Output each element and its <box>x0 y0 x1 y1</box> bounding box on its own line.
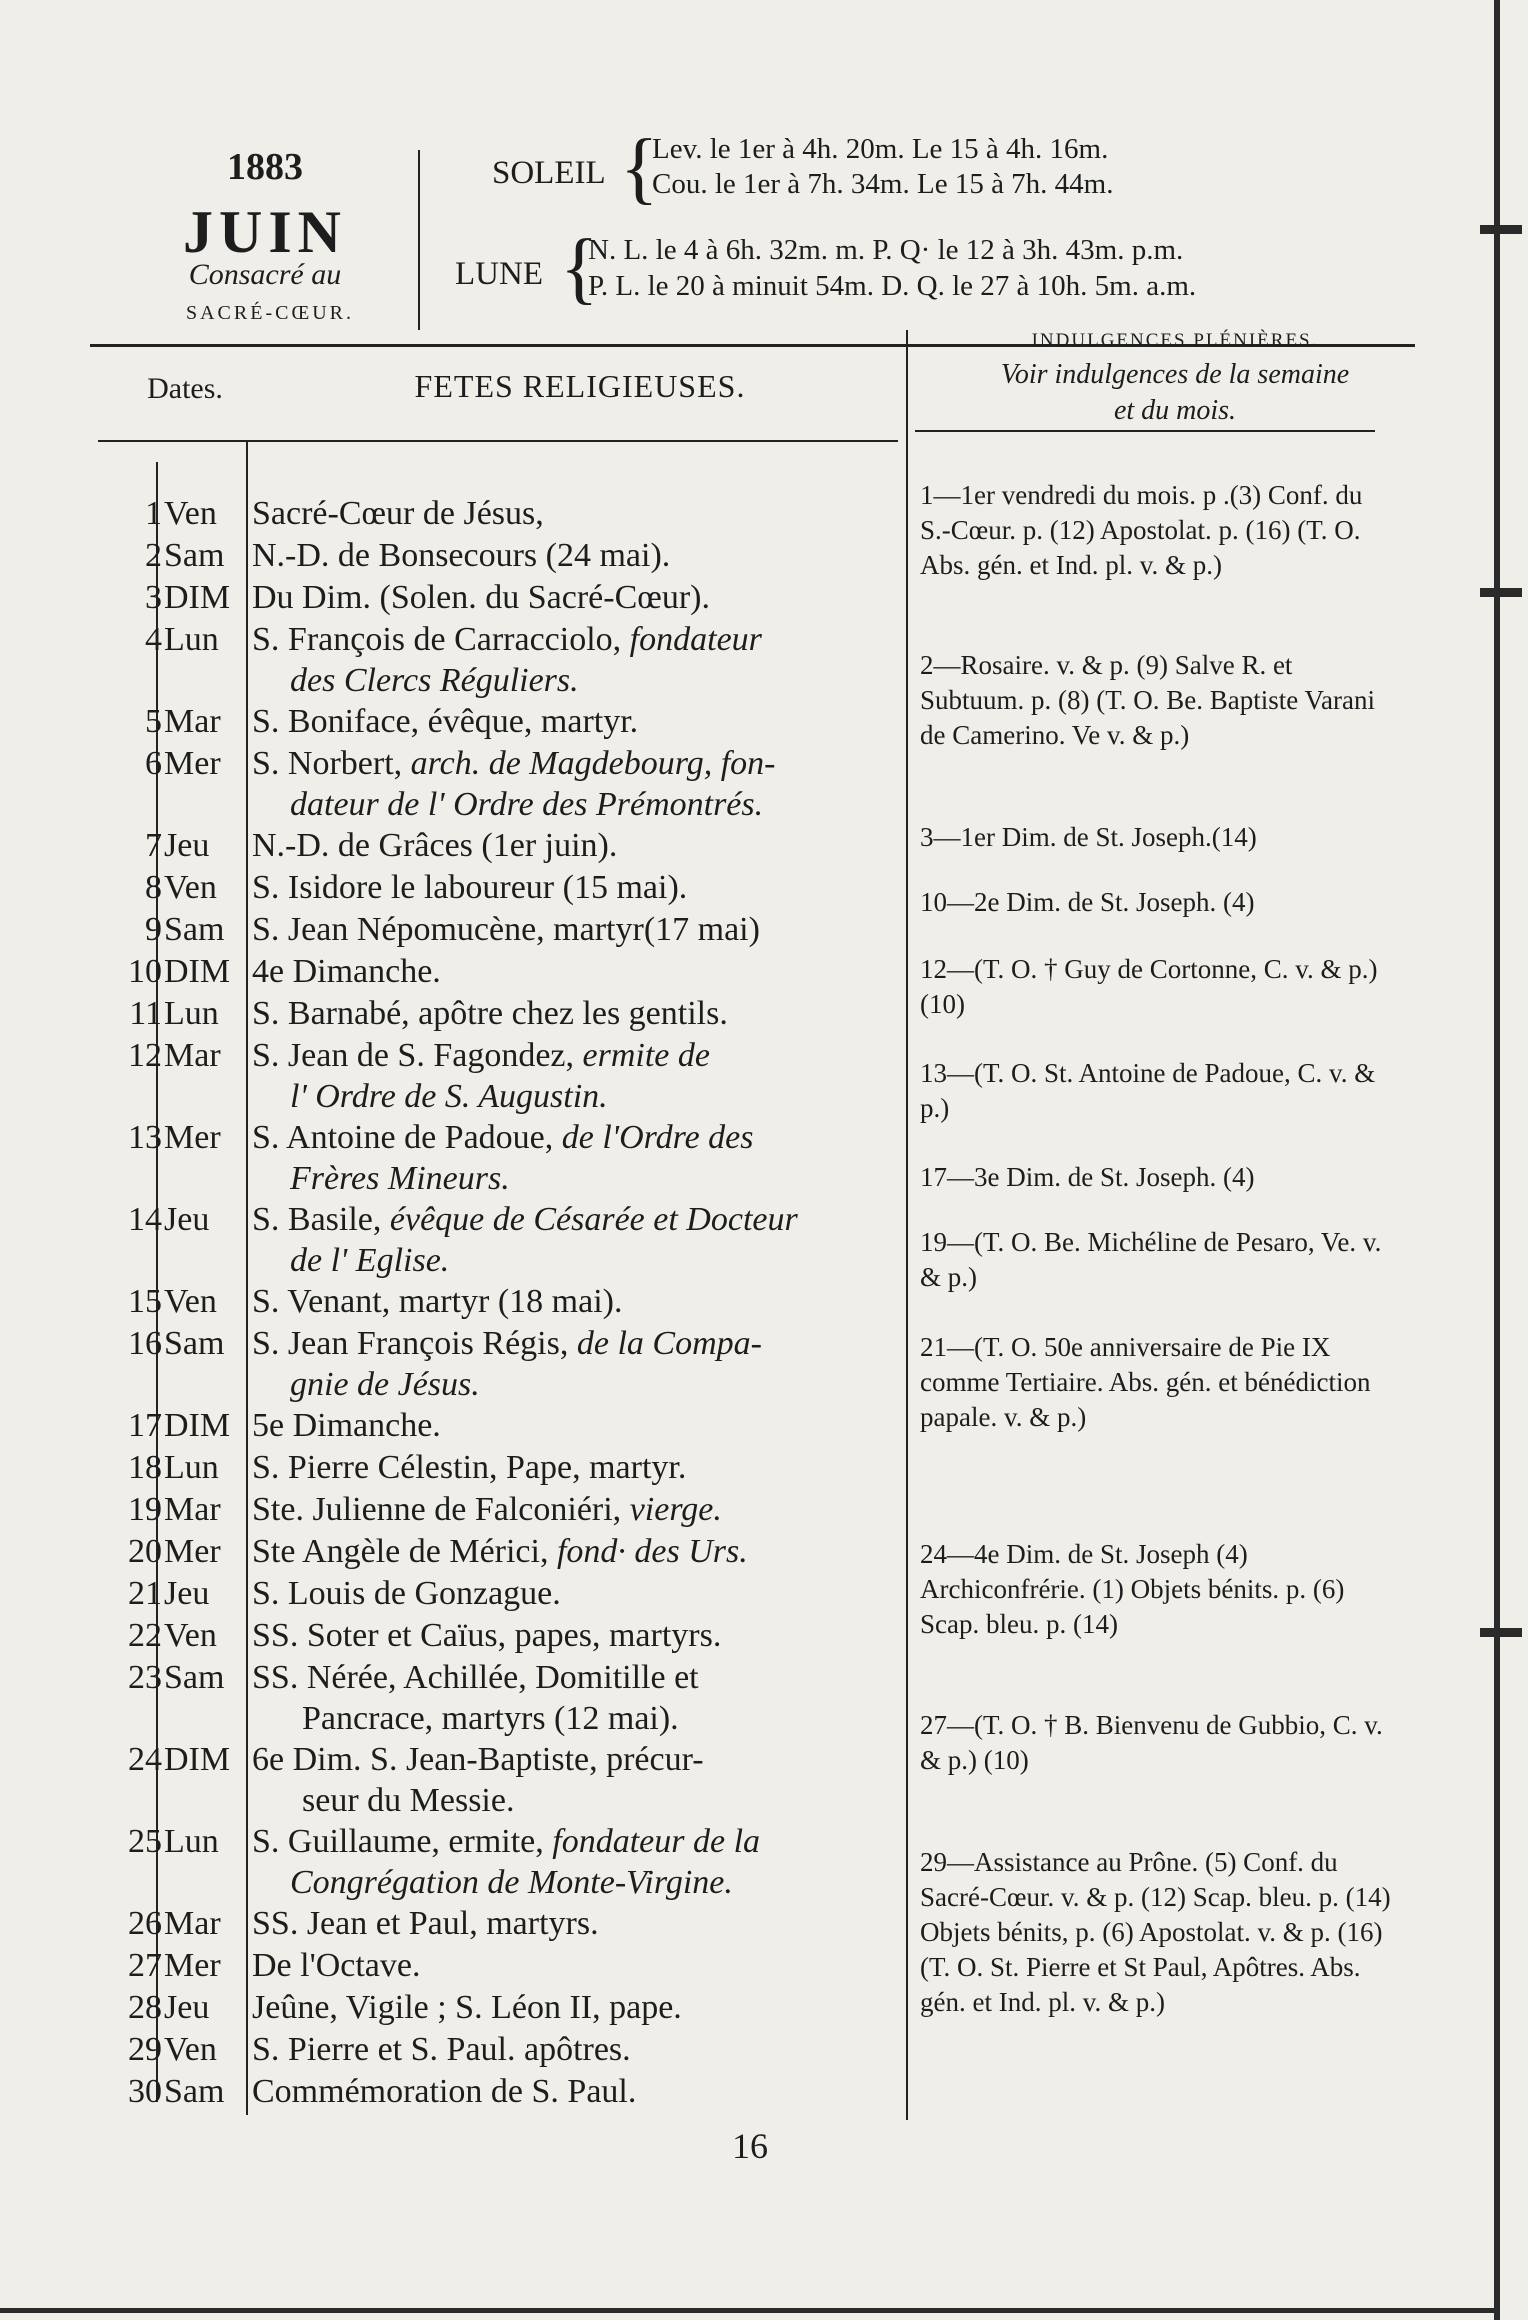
indulgence-note: 1—1er vendredi du mois. p .(3) Conf. du S.-Cœur. p. (12) Apostolat. p. (16) (T. O. Abs. gén. et Ind. pl. v. & p.) <box>920 480 1363 580</box>
day-number: 22 <box>128 1617 162 1654</box>
column-header-dates: Dates. <box>147 372 223 405</box>
right-edge-rule <box>1494 0 1500 2320</box>
lune-brace: { <box>560 224 599 312</box>
edge-tick <box>1480 225 1522 234</box>
lune-line-1: N. L. le 4 à 6h. 32m. m. P. Q· le 12 à 3h. 43m. p.m. <box>588 234 1184 266</box>
feast-name: S. Norbert, <box>252 745 403 782</box>
feast-entry <box>252 1659 699 1697</box>
feast-name: 4e Dimanche. <box>252 953 441 990</box>
weekday: Jeu <box>164 1201 210 1238</box>
feast-continuation: Frères Mineurs. <box>290 1160 510 1197</box>
feast-entry <box>252 2031 631 2069</box>
column-header-fetes: FETES RELIGIEUSES. <box>414 368 746 404</box>
feast-description: de l'Ordre des <box>553 1119 754 1156</box>
weekday: Lun <box>164 995 219 1032</box>
day-number: 14 <box>128 1201 162 1238</box>
weekday: DIM <box>164 1741 231 1778</box>
feast-description: fond· des Urs. <box>548 1533 748 1570</box>
weekday: Sam <box>164 2073 225 2110</box>
feast-name: SS. Soter et Caïus, papes, martyrs. <box>252 1617 722 1654</box>
soleil-label: SOLEIL <box>492 155 606 191</box>
day-number: 9 <box>145 911 162 948</box>
indulgence-note: 21—(T. O. 50e anniversaire de Pie IX comme Tertiaire. Abs. gén. et bénédiction papale. v. & p.) <box>920 1332 1371 1432</box>
day-number: 16 <box>128 1325 162 1362</box>
weekday: Mar <box>164 1491 221 1528</box>
feast-description: de la Compa- <box>568 1325 762 1362</box>
day-number: 24 <box>128 1741 162 1778</box>
day-number: 3 <box>145 579 162 616</box>
day-number: 15 <box>128 1283 162 1320</box>
indulgence-note: 10—2e Dim. de St. Joseph. (4) <box>920 887 1255 917</box>
column-subheader-line-2: et du mois. <box>1113 395 1237 426</box>
day-number: 1 <box>145 495 162 532</box>
fetes-rule <box>906 330 908 2120</box>
month-title: JUIN <box>182 199 347 265</box>
consacre-label: Consacré au <box>188 258 342 291</box>
day-number: 8 <box>145 869 162 906</box>
feast-name: Du Dim. (Solen. du Sacré-Cœur). <box>252 579 710 616</box>
indulgence-note: 17—3e Dim. de St. Joseph. (4) <box>920 1162 1255 1192</box>
feast-entry <box>252 1533 748 1571</box>
feast-entry <box>252 1283 622 1321</box>
feast-entry <box>252 495 544 533</box>
weekday: Mar <box>164 703 221 740</box>
feast-continuation: l' Ordre de S. Augustin. <box>290 1078 608 1115</box>
feast-name: S. Guillaume, ermite, <box>252 1823 544 1860</box>
day-number: 18 <box>128 1449 162 1486</box>
feast-entry <box>252 1741 704 1779</box>
day-number: 4 <box>145 621 162 658</box>
weekday: Mer <box>164 745 221 782</box>
feast-name: S. Jean Népomucène, martyr(17 mai) <box>252 911 760 948</box>
indulgence-note: 3—1er Dim. de St. Joseph.(14) <box>920 822 1257 852</box>
weekday: DIM <box>164 953 231 990</box>
feast-continuation: seur du Messie. <box>302 1782 515 1819</box>
year: 1883 <box>227 146 303 188</box>
weekday: DIM <box>164 579 231 616</box>
weekday: Ven <box>164 1617 217 1654</box>
feast-name: S. Pierre Célestin, Pape, martyr. <box>252 1449 687 1486</box>
feast-continuation: Congrégation de Monte-Virgine. <box>290 1864 733 1901</box>
feast-name: S. Basile, <box>252 1201 382 1238</box>
feast-name: Sacré-Cœur de Jésus, <box>252 495 544 532</box>
title-divider <box>418 150 420 330</box>
feast-name: S. Jean François Régis, <box>252 1325 569 1362</box>
indulgence-note: 2—Rosaire. v. & p. (9) Salve R. et Subtuum. p. (8) (T. O. Be. Baptiste Varani de Camerino. Ve v. & p.) <box>920 650 1375 750</box>
indulgence-note: 19—(T. O. Be. Michéline de Pesaro, Ve. v. & p.) <box>920 1227 1382 1292</box>
edge-tick <box>1480 1628 1522 1637</box>
feast-entry <box>252 995 728 1033</box>
weekday: Mer <box>164 1119 221 1156</box>
edge-tick <box>1480 588 1522 597</box>
day-number: 23 <box>128 1659 162 1696</box>
feast-entry <box>252 1037 710 1075</box>
day-number: 11 <box>129 995 162 1032</box>
soleil-brace: { <box>620 124 659 212</box>
day-number: 20 <box>128 1533 162 1570</box>
weekday: Mar <box>164 1905 221 1942</box>
feast-entry <box>252 1491 722 1529</box>
feast-name: S. Pierre et S. Paul. apôtres. <box>252 2031 631 2068</box>
feast-continuation: gnie de Jésus. <box>290 1366 480 1403</box>
feast-description: ermite de <box>574 1037 710 1074</box>
day-number: 26 <box>128 1905 162 1942</box>
feast-name: N.-D. de Bonsecours (24 mai). <box>252 537 671 574</box>
column-subheader-line-1: Voir indulgences de la semaine <box>1000 359 1350 390</box>
sacre-coeur-label: SACRÉ-CŒUR. <box>185 302 355 324</box>
feast-continuation: des Clercs Réguliers. <box>290 662 579 699</box>
feast-name: S. Barnabé, apôtre chez les gentils. <box>252 995 728 1032</box>
day-number: 17 <box>128 1407 162 1444</box>
day-number: 28 <box>128 1989 162 2026</box>
weekday: Ven <box>164 2031 217 2068</box>
day-number: 27 <box>128 1947 162 1984</box>
feast-entry <box>252 1325 762 1363</box>
weekday: Jeu <box>164 1575 210 1612</box>
feast-entry <box>252 1989 682 2027</box>
feast-entry <box>252 579 710 617</box>
feast-entry <box>252 621 762 659</box>
feast-entry <box>252 827 617 865</box>
feast-entry <box>252 1407 441 1445</box>
weekday: Mer <box>164 1533 221 1570</box>
weekday: Sam <box>164 537 225 574</box>
day-number: 13 <box>128 1119 162 1156</box>
indulgence-note: 27—(T. O. † B. Bienvenu de Gubbio, C. v. & p.) (10) <box>920 1710 1383 1775</box>
day-number: 21 <box>128 1575 162 1612</box>
feast-name: Ste. Julienne de Falconiéri, <box>252 1491 622 1528</box>
feast-description: fondateur de la <box>543 1823 761 1860</box>
feast-name: N.-D. de Grâces (1er juin). <box>252 827 618 864</box>
feast-description: vierge. <box>621 1491 722 1528</box>
feast-entry <box>252 703 638 741</box>
feast-name: S. Antoine de Padoue, <box>252 1119 554 1156</box>
indulgence-note: 12—(T. O. † Guy de Cortonne, C. v. & p.) (10) <box>920 954 1378 1019</box>
weekday: DIM <box>164 1407 231 1444</box>
day-number: 19 <box>128 1491 162 1528</box>
weekday: Ven <box>164 869 217 906</box>
feast-description: arch. de Magdebourg, fon- <box>402 745 776 782</box>
feast-name: S. Venant, martyr (18 mai). <box>252 1283 623 1320</box>
feast-name: Jeûne, Vigile ; S. Léon II, pape. <box>252 1989 682 2026</box>
feast-name: 6e Dim. S. Jean-Baptiste, précur- <box>252 1741 704 1778</box>
feast-entry <box>252 1617 721 1655</box>
feast-entry <box>252 911 760 949</box>
feast-description: fondateur <box>621 621 762 658</box>
indulgence-note: 29—Assistance au Prône. (5) Conf. du Sacré-Cœur. v. & p. (12) Scap. bleu. p. (14) Objets bénits, p. (6) Apostolat. v. & p. (16) (T. O. St. Pierre et St Paul, Apôtres. Abs. gén. et Ind. pl. v. & p.) <box>920 1847 1391 2017</box>
feast-name: 5e Dimanche. <box>252 1407 441 1444</box>
feast-continuation: dateur de l' Ordre des Prémontrés. <box>290 786 764 823</box>
day-number: 10 <box>128 953 162 990</box>
day-number: 12 <box>128 1037 162 1074</box>
day-number: 30 <box>128 2073 162 2110</box>
indulgence-note: 24—4e Dim. de St. Joseph (4) Archiconfrérie. (1) Objets bénits. p. (6) Scap. bleu. p. (14) <box>920 1539 1345 1639</box>
columns-rule-right <box>915 430 1375 432</box>
soleil-lever: Lev. le 1er à 4h. 20m. Le 15 à 4h. 16m. <box>652 133 1109 165</box>
feast-continuation: de l' Eglise. <box>290 1242 450 1279</box>
weekday: Jeu <box>164 827 210 864</box>
weekday: Mer <box>164 1947 221 1984</box>
weekday: Ven <box>164 1283 217 1320</box>
weekday: Sam <box>164 1325 225 1362</box>
feast-name: S. François de Carracciolo, <box>252 621 622 658</box>
feast-name: Ste Angèle de Mérici, <box>252 1533 549 1570</box>
feast-continuation: Pancrace, martyrs (12 mai). <box>302 1700 679 1737</box>
feast-name: S. Isidore le laboureur (15 mai). <box>252 869 688 906</box>
weekday: Sam <box>164 911 225 948</box>
feast-entry <box>252 869 687 907</box>
day-number: 2 <box>145 537 162 574</box>
feast-description: évêque de Césarée et Docteur <box>381 1201 798 1238</box>
indulgence-note: 13—(T. O. St. Antoine de Padoue, C. v. & p.) <box>920 1058 1376 1123</box>
feast-entry <box>252 953 441 991</box>
soleil-coucher: Cou. le 1er à 7h. 34m. Le 15 à 7h. 44m. <box>652 168 1114 200</box>
feast-entry <box>252 745 775 783</box>
feast-entry <box>252 1575 561 1613</box>
weekday: Lun <box>164 1823 219 1860</box>
feast-entry <box>252 537 670 575</box>
feast-entry <box>252 1947 421 1985</box>
lune-label: LUNE <box>455 256 543 292</box>
feast-entry <box>252 1823 760 1861</box>
day-number: 5 <box>145 703 162 740</box>
columns-rule-left <box>98 440 898 442</box>
feast-entry <box>252 2073 636 2111</box>
column-header-indulgences: INDULGENCES PLÉNIÈRES. <box>1031 330 1319 351</box>
feast-name: S. Louis de Gonzague. <box>252 1575 561 1612</box>
weekday-rule <box>246 440 248 2115</box>
weekday: Jeu <box>164 1989 210 2026</box>
weekday: Mar <box>164 1037 221 1074</box>
feast-name: S. Boniface, évêque, martyr. <box>252 703 639 740</box>
day-number: 6 <box>145 745 162 782</box>
day-number: 7 <box>145 827 162 864</box>
lune-line-2: P. L. le 20 à minuit 54m. D. Q. le 27 à 10h. 5m. a.m. <box>588 270 1197 302</box>
feast-entry <box>252 1449 686 1487</box>
feast-name: S. Jean de S. Fagondez, <box>252 1037 575 1074</box>
feast-entry <box>252 1201 798 1239</box>
weekday: Sam <box>164 1659 225 1696</box>
weekday: Lun <box>164 621 219 658</box>
feast-name: SS. Jean et Paul, martyrs. <box>252 1905 599 1942</box>
weekday: Ven <box>164 495 217 532</box>
feast-name: De l'Octave. <box>252 1947 421 1984</box>
feast-entry <box>252 1119 753 1157</box>
day-number: 29 <box>128 2031 162 2068</box>
page-number: 16 <box>732 2126 768 2166</box>
feast-entry <box>252 1905 599 1943</box>
feast-name: SS. Nérée, Achillée, Domitille et <box>252 1659 699 1696</box>
day-number: 25 <box>128 1823 162 1860</box>
weekday: Lun <box>164 1449 219 1486</box>
feast-name: Commémoration de S. Paul. <box>252 2073 637 2110</box>
bottom-edge-rule <box>0 2308 1500 2313</box>
